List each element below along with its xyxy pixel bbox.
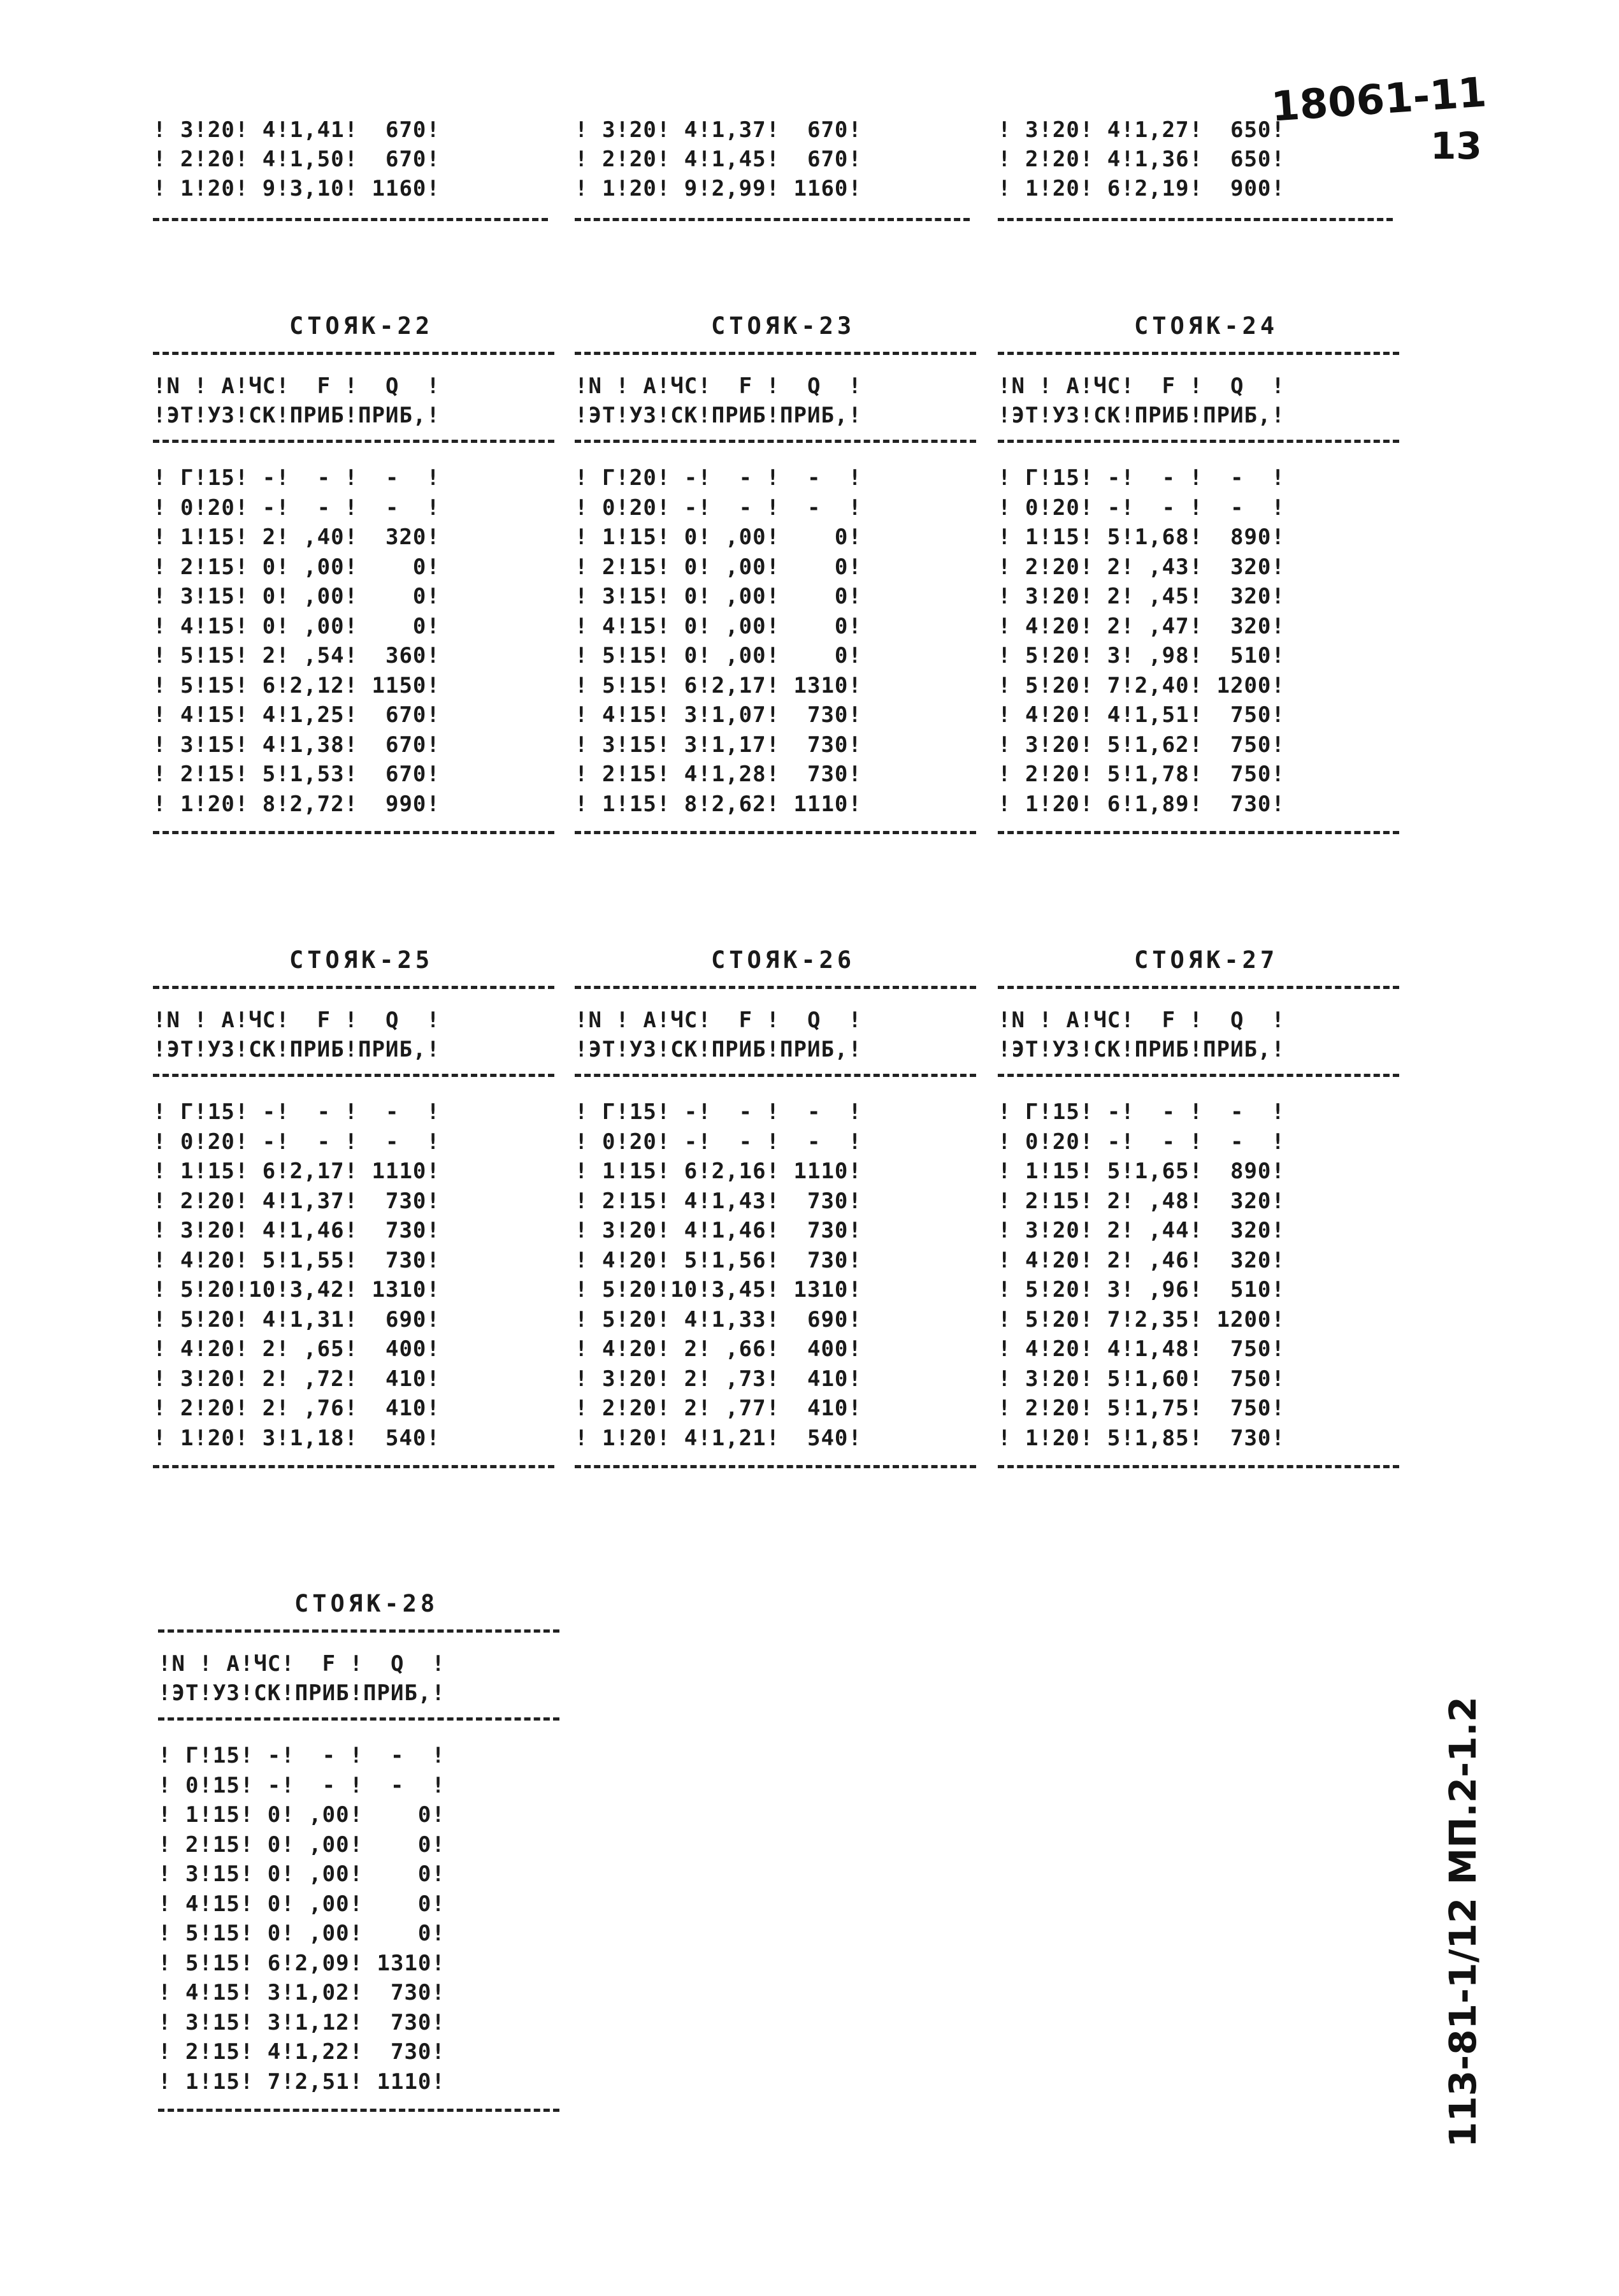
table-row: ! 0!20! -! - ! - ! [575,1129,862,1155]
table-row: ! 2!15! 4!1,28! 730! [575,762,862,787]
table-row: ! 3!20! 5!1,62! 750! [998,732,1285,758]
table-row: ! 3!15! 0! ,00! 0! [158,1861,445,1887]
table-row: ! 3!20! 4!1,41! 670! [153,117,440,143]
table-row: ! 3!15! 3!1,12! 730! [158,2009,445,2035]
table-header-line: !ЭТ!УЗ!СК!ПРИБ!ПРИБ,! [575,403,862,428]
table-row: ! 1!15! 5!1,68! 890! [998,524,1285,550]
table-border [158,1717,559,1721]
table-row: ! 5!15! 6!2,12! 1150! [153,672,440,698]
table-row: ! 3!15! 0! ,00! 0! [153,584,440,609]
table-row: ! 5!15! 6!2,17! 1310! [575,672,862,698]
table-row: ! 2!15! 2! ,48! 320! [998,1188,1285,1214]
table-row: ! 2!15! 0! ,00! 0! [153,554,440,580]
table-row: ! 2!20! 2! ,77! 410! [575,1396,862,1421]
table-row: ! 3!20! 5!1,60! 750! [998,1366,1285,1392]
table-border [998,986,1399,989]
table-row: ! 5!15! 2! ,54! 360! [153,643,440,668]
table-row: ! 2!15! 5!1,53! 670! [153,762,440,787]
table-header-line: !ЭТ!УЗ!СК!ПРИБ!ПРИБ,! [998,403,1285,428]
page-number: 13 [1430,124,1482,168]
table-row: ! 1!20! 6!2,19! 900! [998,176,1285,201]
table-row: ! 1!20! 9!3,10! 1160! [153,176,440,201]
table-row: ! Г!20! -! - ! - ! [575,465,862,491]
table-row: ! 4!20! 5!1,56! 730! [575,1247,862,1273]
table-row: ! 5!20!10!3,42! 1310! [153,1277,440,1303]
table-row: ! 4!20! 2! ,46! 320! [998,1247,1285,1273]
table-row: ! 1!15! 7!2,51! 1110! [158,2069,445,2095]
table-row: ! 0!20! -! - ! - ! [575,495,862,521]
table-border [575,1074,976,1077]
table-header-line: !ЭТ!УЗ!СК!ПРИБ!ПРИБ,! [575,1037,862,1062]
stoyak-title: СТОЯК-23 [711,312,856,340]
table-row: ! 1!20! 4!1,21! 540! [575,1425,862,1451]
table-row: ! Г!15! -! - ! - ! [998,465,1285,491]
table-row: ! 4!20! 4!1,51! 750! [998,702,1285,728]
table-row: ! 2!15! 4!1,43! 730! [575,1188,862,1214]
table-border [998,352,1399,355]
table-border [158,2109,559,2112]
table-row: ! Г!15! -! - ! - ! [153,465,440,491]
table-row: ! 4!15! 0! ,00! 0! [575,613,862,639]
table-header-line: !N ! A!ЧС! F ! Q ! [998,373,1285,399]
table-row: ! Г!15! -! - ! - ! [998,1099,1285,1125]
table-row: ! 4!15! 3!1,02! 730! [158,1980,445,2005]
table-border-bottom [153,218,548,221]
table-header-line: !N ! A!ЧС! F ! Q ! [575,373,862,399]
table-row: ! 4!20! 5!1,55! 730! [153,1247,440,1273]
table-row: ! 5!20!10!3,45! 1310! [575,1277,862,1303]
table-row: ! 2!20! 2! ,43! 320! [998,554,1285,580]
table-row: ! 1!20! 8!2,72! 990! [153,791,440,817]
table-border [153,1074,554,1077]
table-row: ! 5!15! 6!2,09! 1310! [158,1950,445,1976]
table-row: ! 2!20! 2! ,76! 410! [153,1396,440,1421]
table-row: ! 5!20! 3! ,98! 510! [998,643,1285,668]
table-row: ! 3!20! 2! ,44! 320! [998,1218,1285,1243]
table-row: ! 5!20! 3! ,96! 510! [998,1277,1285,1303]
table-row: ! 1!15! 0! ,00! 0! [158,1802,445,1828]
table-header-line: !N ! A!ЧС! F ! Q ! [998,1007,1285,1033]
table-border [153,1465,554,1468]
table-header-line: !N ! A!ЧС! F ! Q ! [153,1007,440,1033]
stoyak-title: СТОЯК-25 [289,946,434,974]
table-header-line: !ЭТ!УЗ!СК!ПРИБ!ПРИБ,! [153,403,440,428]
table-row: ! 3!15! 4!1,38! 670! [153,732,440,758]
table-border [998,1074,1399,1077]
table-row: ! 3!20! 2! ,45! 320! [998,584,1285,609]
table-row: ! 1!15! 0! ,00! 0! [575,524,862,550]
table-row: ! 4!20! 4!1,48! 750! [998,1336,1285,1362]
table-row: ! 5!20! 7!2,35! 1200! [998,1306,1285,1332]
table-row: ! 4!15! 4!1,25! 670! [153,702,440,728]
table-row: ! 5!20! 4!1,33! 690! [575,1306,862,1332]
table-row: ! 4!20! 2! ,47! 320! [998,613,1285,639]
table-row: ! 5!20! 4!1,31! 690! [153,1306,440,1332]
table-row: ! 3!20! 2! ,73! 410! [575,1366,862,1392]
stoyak-title: СТОЯК-22 [289,312,434,340]
table-border [575,440,976,443]
table-row: ! 4!15! 0! ,00! 0! [158,1891,445,1917]
table-row: ! 3!15! 0! ,00! 0! [575,584,862,609]
table-border-bottom [998,218,1393,221]
table-header-line: !ЭТ!УЗ!СК!ПРИБ!ПРИБ,! [153,1037,440,1062]
table-row: ! 0!20! -! - ! - ! [153,1129,440,1155]
table-border [153,440,554,443]
table-row: ! 1!20! 5!1,85! 730! [998,1425,1285,1451]
stoyak-title: СТОЯК-26 [711,946,856,974]
table-row: ! 1!20! 6!1,89! 730! [998,791,1285,817]
table-row: ! 2!20! 5!1,75! 750! [998,1396,1285,1421]
table-row: ! 3!20! 4!1,37! 670! [575,117,862,143]
table-row: ! 4!15! 3!1,07! 730! [575,702,862,728]
table-row: ! 1!15! 6!2,17! 1110! [153,1159,440,1184]
table-border [998,831,1399,834]
table-row: ! 1!15! 6!2,16! 1110! [575,1159,862,1184]
table-border [575,1465,976,1468]
table-row: ! 1!15! 8!2,62! 1110! [575,791,862,817]
table-header-line: !N ! A!ЧС! F ! Q ! [158,1651,445,1677]
table-row: ! 2!20! 4!1,45! 670! [575,147,862,172]
document-number: 18061-11 [1269,69,1488,131]
table-row: ! 0!20! -! - ! - ! [153,495,440,521]
table-border [575,986,976,989]
table-border [998,440,1399,443]
document-code-vertical: 113-81-1/12 МП.2-1.2 [1441,1696,1485,2148]
table-row: ! 5!15! 0! ,00! 0! [575,643,862,668]
table-border [575,831,976,834]
stoyak-title: СТОЯК-28 [294,1590,439,1617]
table-row: ! 3!20! 4!1,46! 730! [153,1218,440,1243]
table-row: ! 3!20! 4!1,46! 730! [575,1218,862,1243]
table-border [158,1629,559,1633]
table-row: ! Г!15! -! - ! - ! [158,1743,445,1768]
stoyak-title: СТОЯК-24 [1134,312,1279,340]
table-row: ! 4!20! 2! ,65! 400! [153,1336,440,1362]
table-row: ! Г!15! -! - ! - ! [575,1099,862,1125]
table-row: ! 1!20! 9!2,99! 1160! [575,176,862,201]
table-row: ! 2!20! 5!1,78! 750! [998,762,1285,787]
table-row: ! 0!20! -! - ! - ! [998,1129,1285,1155]
table-header-line: !ЭТ!УЗ!СК!ПРИБ!ПРИБ,! [998,1037,1285,1062]
table-border [998,1465,1399,1468]
table-header-line: !N ! A!ЧС! F ! Q ! [575,1007,862,1033]
table-border [153,986,554,989]
table-row: ! 0!15! -! - ! - ! [158,1772,445,1798]
stoyak-title: СТОЯК-27 [1134,946,1279,974]
table-row: ! 1!15! 5!1,65! 890! [998,1159,1285,1184]
table-border [153,352,554,355]
table-border [153,831,554,834]
table-row: ! Г!15! -! - ! - ! [153,1099,440,1125]
table-border-bottom [575,218,970,221]
table-row: ! 2!15! 0! ,00! 0! [575,554,862,580]
table-row: ! 5!15! 0! ,00! 0! [158,1921,445,1946]
table-row: ! 2!15! 0! ,00! 0! [158,1831,445,1858]
table-row: ! 1!15! 2! ,40! 320! [153,524,440,550]
table-row: ! 3!20! 4!1,27! 650! [998,117,1285,143]
table-row: ! 2!20! 4!1,36! 650! [998,147,1285,172]
table-row: ! 4!20! 2! ,66! 400! [575,1336,862,1362]
table-header-line: !N ! A!ЧС! F ! Q ! [153,373,440,399]
table-header-line: !ЭТ!УЗ!СК!ПРИБ!ПРИБ,! [158,1680,445,1706]
table-row: ! 1!20! 3!1,18! 540! [153,1425,440,1451]
table-row: ! 3!15! 3!1,17! 730! [575,732,862,758]
table-row: ! 4!15! 0! ,00! 0! [153,613,440,639]
table-row: ! 2!15! 4!1,22! 730! [158,2039,445,2065]
table-row: ! 5!20! 7!2,40! 1200! [998,672,1285,698]
table-row: ! 2!20! 4!1,37! 730! [153,1188,440,1214]
table-row: ! 2!20! 4!1,50! 670! [153,147,440,172]
table-row: ! 0!20! -! - ! - ! [998,495,1285,521]
table-border [575,352,976,355]
table-row: ! 3!20! 2! ,72! 410! [153,1366,440,1392]
